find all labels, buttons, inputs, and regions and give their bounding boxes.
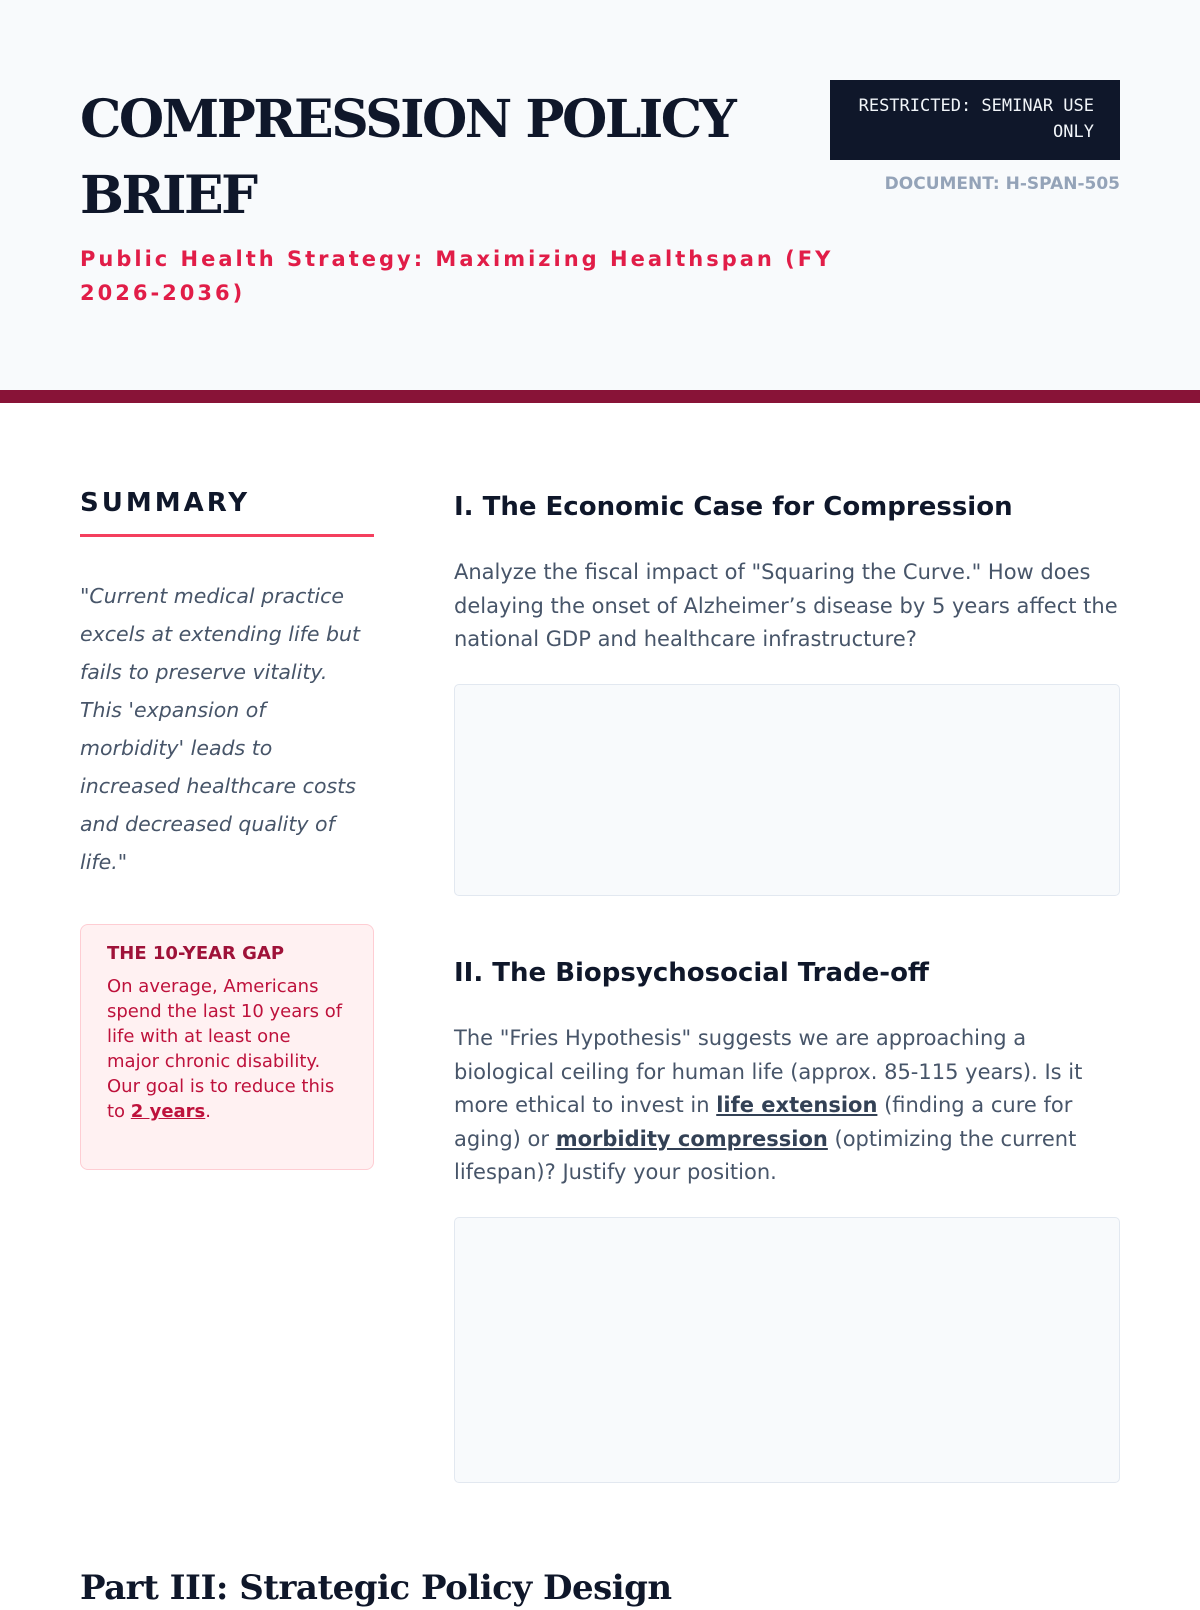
ten-year-gap-callout	[80, 924, 374, 1170]
section-2-question-part-3: (optimizing the current lifespan)? Justify your position.	[454, 1126, 1077, 1184]
section-2-question	[454, 1022, 1120, 1190]
term-morbidity-compression: morbidity compression	[555, 1126, 828, 1151]
section-2-question-part-2: (finding a cure for aging) or	[454, 1093, 1073, 1151]
part-3-title: Part III: Strategic Policy Design	[80, 1568, 672, 1608]
section-2-answer-field[interactable]	[454, 1217, 1120, 1483]
summary-sidebar	[80, 488, 374, 1122]
callout-text-end: .	[205, 1101, 212, 1122]
document-title: COMPRESSION POLICY BRIEF	[80, 89, 735, 226]
callout-text-start: On average, Americans spend the last 10 years of life with at least one major chronic disability. Our goal is to reduce this to	[107, 976, 343, 1122]
section-2-question-part-1: The "Fries Hypothesis" suggests we are approaching a biological ceiling for human life (approx. 85-115 years). Is it more ethical to invest in	[454, 1026, 1083, 1117]
callout-title: THE 10-YEAR GAP	[107, 943, 285, 964]
callout-highlight: 2 years	[130, 1101, 206, 1122]
summary-heading: SUMMARY	[80, 488, 374, 537]
restricted-badge: RESTRICTED: SEMINAR USE ONLY	[830, 80, 1120, 160]
document-id: DOCUMENT: H-SPAN-505	[884, 174, 1120, 194]
summary-quote: "Current medical practice excels at extending life but fails to preserve vitality. This 'expansion of morbidity' leads to increased healthcare costs and decreased quality of life."	[80, 584, 361, 874]
term-life-extension: life extension	[716, 1093, 878, 1117]
callout-text	[107, 974, 347, 1124]
section-1-question: Analyze the fiscal impact of "Squaring the Curve." How does delaying the onset of Alzheimer’s disease by 5 years affect the national GDP and healthcare infrastructure?	[454, 560, 1118, 651]
document-header	[0, 0, 1200, 403]
section-1-answer-field[interactable]	[454, 684, 1120, 896]
section-2-title: II. The Biopsychosocial Trade-off	[454, 958, 929, 988]
section-1-title: I. The Economic Case for Compression	[454, 492, 1013, 522]
document-subtitle: Public Health Strategy: Maximizing Healthspan (FY 2026-2036)	[80, 247, 834, 305]
